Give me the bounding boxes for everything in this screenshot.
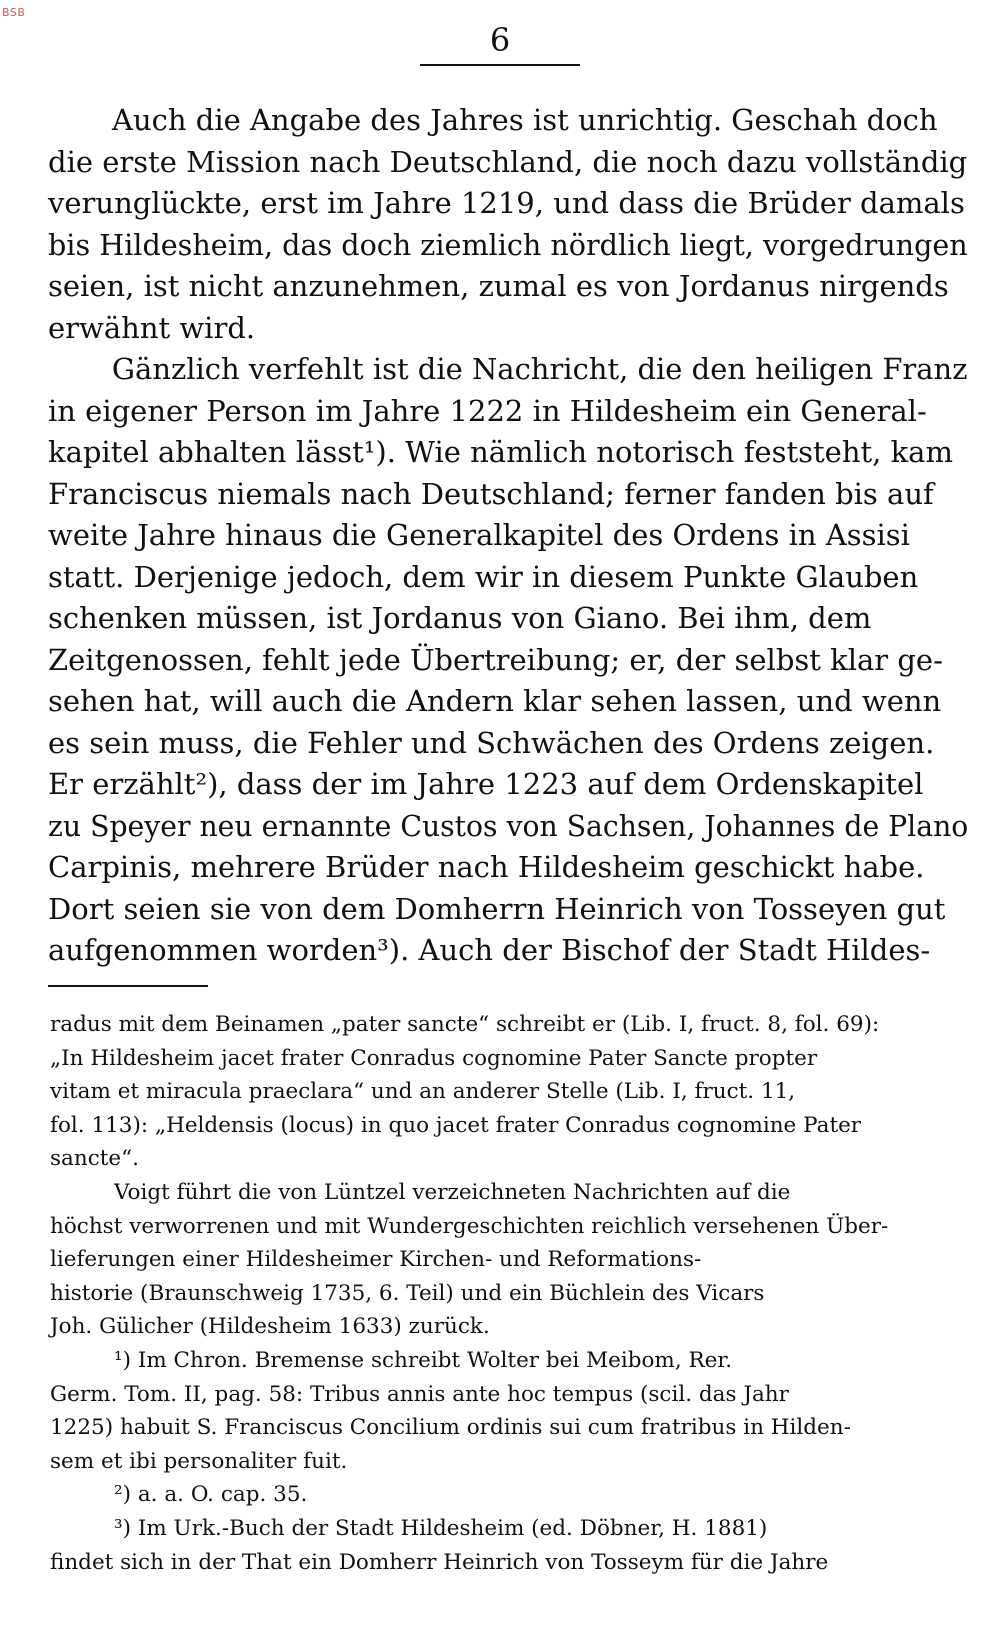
main-line: erwähnt wird. (48, 310, 256, 345)
main-line: Er erzählt²), dass der im Jahre 1223 auf dem Ordenskapitel (48, 767, 924, 801)
main-text (48, 100, 968, 972)
main-line: Auch die Angabe des Jahres ist unrichtig. Geschah doch (112, 103, 938, 137)
main-line: bis Hildesheim, das doch ziemlich nördlich liegt, vorgedrungen (48, 227, 968, 262)
main-line: in eigener Person im Jahre 1222 in Hildesheim ein General- (48, 393, 927, 428)
footnote-line: Joh. Gülicher (Hildesheim 1633) zurück. (50, 1314, 490, 1340)
footnote-line: 1225) habuit S. Franciscus Concilium ordinis sui cum fratribus in Hilden- (50, 1415, 851, 1441)
footnote-line: höchst verworrenen und mit Wundergeschichten reichlich versehenen Über- (50, 1213, 889, 1239)
library-watermark: BSB (2, 6, 26, 19)
footnote-line: fol. 113): „Heldensis (locus) in quo jacet frater Conradus cognomine Pater (50, 1112, 862, 1138)
main-line: statt. Derjenige jedoch, dem wir in diesem Punkte Glauben (48, 559, 919, 594)
footnotes (50, 1008, 970, 1579)
main-line: Zeitgenossen, fehlt jede Übertreibung; er, der selbst klar ge- (48, 642, 943, 677)
main-line: kapitel abhalten lässt¹). Wie nämlich notorisch feststeht, kam (48, 435, 953, 469)
footnote-1: ¹) Im Chron. Bremense schreibt Wolter bei Meibom, Rer. (114, 1347, 733, 1373)
main-line: zu Speyer neu ernannte Custos von Sachsen, Johannes de Plano (48, 808, 969, 843)
footnote-line: sancte“. (50, 1146, 139, 1172)
footnote-line: sem et ibi personaliter fuit. (50, 1448, 348, 1474)
main-line: seien, ist nicht anzunehmen, zumal es von Jordanus nirgends (48, 269, 949, 303)
footnote-line: „In Hildesheim jacet frater Conradus cognomine Pater Sancte propter (50, 1045, 818, 1071)
footnote-2: ²) a. a. O. cap. 35. (114, 1482, 308, 1508)
main-line: sehen hat, will auch die Andern klar sehen lassen, und wenn (48, 684, 942, 718)
main-line: verunglückte, erst im Jahre 1219, und dass die Brüder damals (48, 186, 965, 220)
main-line: weite Jahre hinaus die Generalkapitel des Ordens in Assisi (48, 518, 910, 552)
footnote-3: ³) Im Urk.-Buch der Stadt Hildesheim (ed. Döbner, H. 1881) (114, 1515, 768, 1541)
footnote-line: Germ. Tom. II, pag. 58: Tribus annis ante hoc tempus (scil. das Jahr (50, 1381, 789, 1407)
footnote-line: historie (Braunschweig 1735, 6. Teil) und ein Büchlein des Vicars (50, 1280, 765, 1306)
main-line: Carpinis, mehrere Brüder nach Hildesheim geschickt habe. (48, 850, 925, 884)
footnote-line: lieferungen einer Hildesheimer Kirchen- und Reformations- (50, 1247, 702, 1273)
page-number: 6 (489, 21, 511, 59)
main-line: es sein muss, die Fehler und Schwächen des Ordens zeigen. (48, 725, 935, 760)
footnote-line: findet sich in der That ein Domherr Heinrich von Tosseym für die Jahre (50, 1549, 829, 1575)
page-number-rule (420, 64, 580, 66)
main-line: die erste Mission nach Deutschland, die noch dazu vollständig (48, 144, 968, 179)
main-line: aufgenommen worden³). Auch der Bischof der Stadt Hildes- (48, 933, 931, 967)
main-line: Franciscus niemals nach Deutschland; ferner fanden bis auf (48, 476, 934, 511)
footnote-line: Voigt führt die von Lüntzel verzeichneten Nachrichten auf die (114, 1179, 791, 1205)
main-line: Gänzlich verfehlt ist die Nachricht, die den heiligen Franz (111, 352, 968, 386)
footnote-separator (48, 985, 208, 987)
footnote-line: radus mit dem Beinamen „pater sancte“ schreibt er (Lib. I, fruct. 8, fol. 69): (50, 1012, 880, 1037)
main-line: schenken müssen, ist Jordanus von Giano. Bei ihm, dem (48, 601, 872, 635)
footnote-line: vitam et miracula praeclara“ und an anderer Stelle (Lib. I, fruct. 11, (50, 1079, 796, 1105)
main-line: Dort seien sie von dem Domherrn Heinrich von Tosseyen gut (48, 891, 946, 926)
